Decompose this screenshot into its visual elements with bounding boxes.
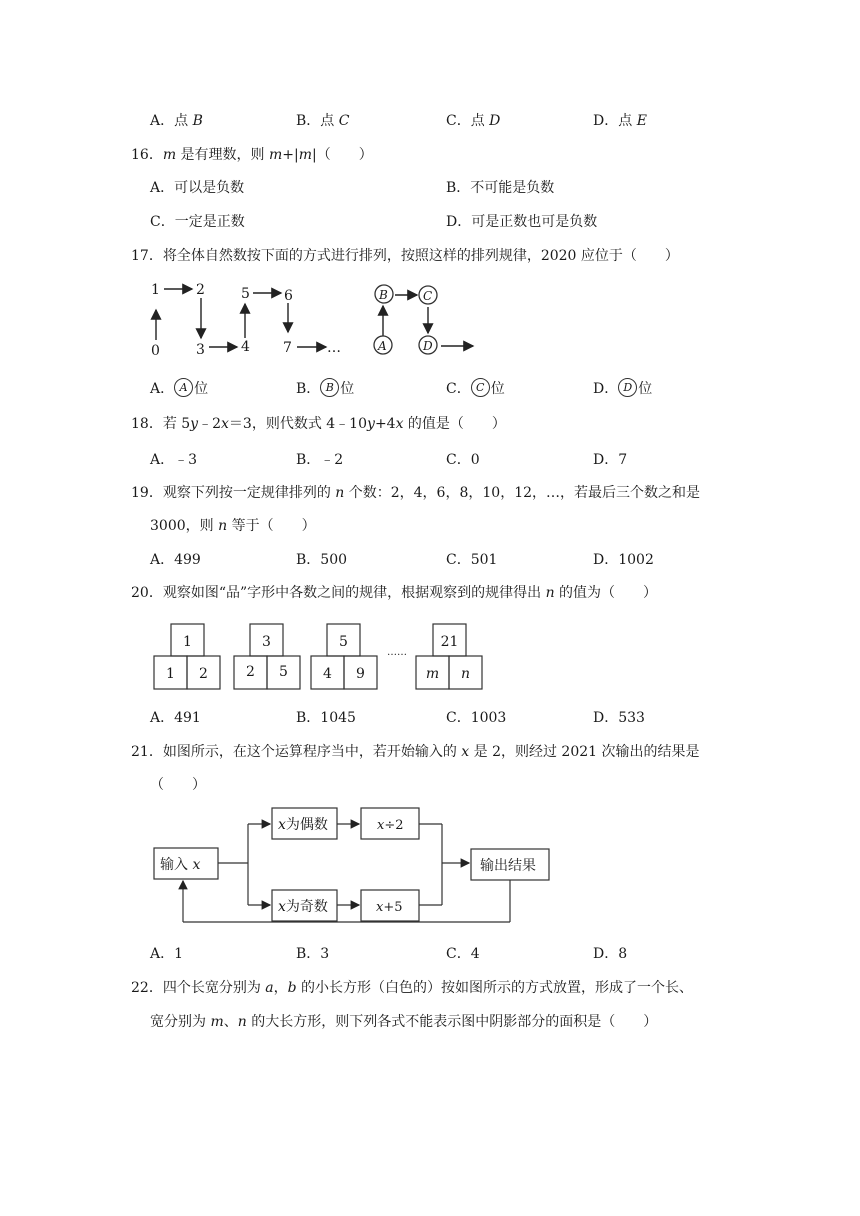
fig-num-0: 0 bbox=[151, 343, 160, 359]
fig-circle-a: A bbox=[378, 339, 387, 353]
q21-option-d: D．8 bbox=[593, 946, 628, 962]
q21-option-c: C．4 bbox=[446, 946, 480, 962]
q15-option-a: A．点 B bbox=[150, 113, 203, 129]
fig-num-5: 5 bbox=[241, 286, 250, 302]
fig-g1-top: 1 bbox=[183, 634, 192, 650]
q19-option-d: D．1002 bbox=[593, 552, 654, 568]
fig-g2-left: 2 bbox=[246, 664, 255, 680]
fig-dots: …… bbox=[387, 647, 407, 658]
fig-input-box: 输入 x bbox=[160, 857, 201, 873]
q16-stem: 16．m 是有理数，则 m+|m|（ ） bbox=[131, 147, 373, 163]
fig-dots: … bbox=[327, 340, 341, 356]
fig-num-2: 2 bbox=[196, 282, 205, 298]
fig-add-box: x+5 bbox=[376, 900, 403, 915]
q21-stem-line1: 21．如图所示，在这个运算程序当中，若开始输入的 x 是 2，则经过 2021 次输出的结果是 bbox=[131, 744, 700, 760]
q18-stem: 18．若 5y﹣2x＝3，则代数式 4﹣10y+4x 的值是（ ） bbox=[131, 416, 506, 432]
q20-option-d: D．533 bbox=[593, 710, 645, 726]
fig-output-box: 输出结果 bbox=[480, 858, 536, 874]
q19-stem-line2: 3000，则 n 等于（ ） bbox=[150, 518, 316, 534]
q17-option-a: A． A 位 bbox=[150, 378, 208, 399]
q17-option-d: D． D 位 bbox=[593, 378, 652, 399]
fig-g1-left: 1 bbox=[166, 666, 175, 682]
q16-option-c: C．一定是正数 bbox=[150, 214, 245, 230]
fig-even-box: x为偶数 bbox=[278, 817, 328, 833]
q20-option-b: B．1045 bbox=[296, 710, 356, 726]
q15-option-d: D．点 E bbox=[593, 113, 647, 129]
fig-g2-right: 5 bbox=[279, 664, 288, 680]
q19-option-b: B．500 bbox=[296, 552, 348, 568]
fig-circle-c: C bbox=[423, 289, 433, 303]
fig-div-box: x÷2 bbox=[377, 818, 404, 833]
q18-option-c: C．0 bbox=[446, 452, 480, 468]
q16-option-b: B．不可能是负数 bbox=[446, 180, 555, 196]
q18-option-d: D．7 bbox=[593, 452, 628, 468]
fig-num-4: 4 bbox=[241, 339, 250, 355]
fig-g1-right: 2 bbox=[199, 666, 208, 682]
fig-g2-top: 3 bbox=[262, 634, 271, 650]
fig-g3-right: 9 bbox=[356, 666, 365, 682]
fig-odd-box: x为奇数 bbox=[278, 899, 328, 915]
q19-option-a: A．499 bbox=[150, 552, 201, 568]
fig-g4-right: n bbox=[460, 666, 471, 682]
q17-number-arrangement-figure bbox=[140, 276, 485, 362]
fig-circle-b: B bbox=[379, 288, 388, 302]
fig-g3-top: 5 bbox=[339, 634, 348, 650]
fig-num-1: 1 bbox=[151, 282, 160, 298]
q16-option-a: A．可以是负数 bbox=[150, 180, 245, 196]
q22-stem-line1: 22．四个长宽分别为 a，b 的小长方形（白色的）按如图所示的方式放置，形成了一个长、 bbox=[131, 980, 694, 996]
q20-option-a: A．491 bbox=[150, 710, 201, 726]
q17-option-c: C． C 位 bbox=[446, 378, 505, 399]
q18-option-b: B．﹣2 bbox=[296, 452, 344, 468]
q20-option-c: C．1003 bbox=[446, 710, 507, 726]
q19-stem-line1: 19．观察下列按一定规律排列的 n 个数：2，4，6，8，10，12，…，若最后三个数之和是 bbox=[131, 485, 701, 501]
fig-g3-left: 4 bbox=[323, 666, 332, 682]
q15-option-c: C．点 D bbox=[446, 113, 501, 129]
q18-option-a: A．﹣3 bbox=[150, 452, 198, 468]
q17-stem: 17．将全体自然数按下面的方式进行排列，按照这样的排列规律，2020 应位于（ ） bbox=[131, 248, 679, 264]
q21-option-b: B．3 bbox=[296, 946, 330, 962]
fig-num-3: 3 bbox=[196, 342, 205, 358]
q20-pin-figure bbox=[150, 622, 486, 692]
q22-stem-line2: 宽分别为 m、n 的大长方形，则下列各式不能表示图中阴影部分的面积是（ ） bbox=[150, 1014, 658, 1030]
fig-num-6: 6 bbox=[284, 288, 293, 304]
fig-g4-left: m bbox=[425, 666, 440, 682]
q20-stem: 20．观察如图“品”字形中各数之间的规律，根据观察到的规律得出 n 的值为（ ） bbox=[131, 585, 658, 601]
q21-stem-line2: （ ） bbox=[150, 777, 206, 793]
q21-option-a: A．1 bbox=[150, 946, 184, 962]
fig-num-7: 7 bbox=[283, 340, 292, 356]
fig-circle-d: D bbox=[423, 339, 433, 353]
q21-flowchart bbox=[150, 804, 550, 928]
q17-option-b: B． B 位 bbox=[296, 378, 354, 399]
q16-option-d: D．可是正数也可是负数 bbox=[446, 214, 598, 230]
q19-option-c: C．501 bbox=[446, 552, 498, 568]
fig-g4-top: 21 bbox=[440, 634, 459, 650]
q15-option-b: B．点 C bbox=[296, 113, 350, 129]
